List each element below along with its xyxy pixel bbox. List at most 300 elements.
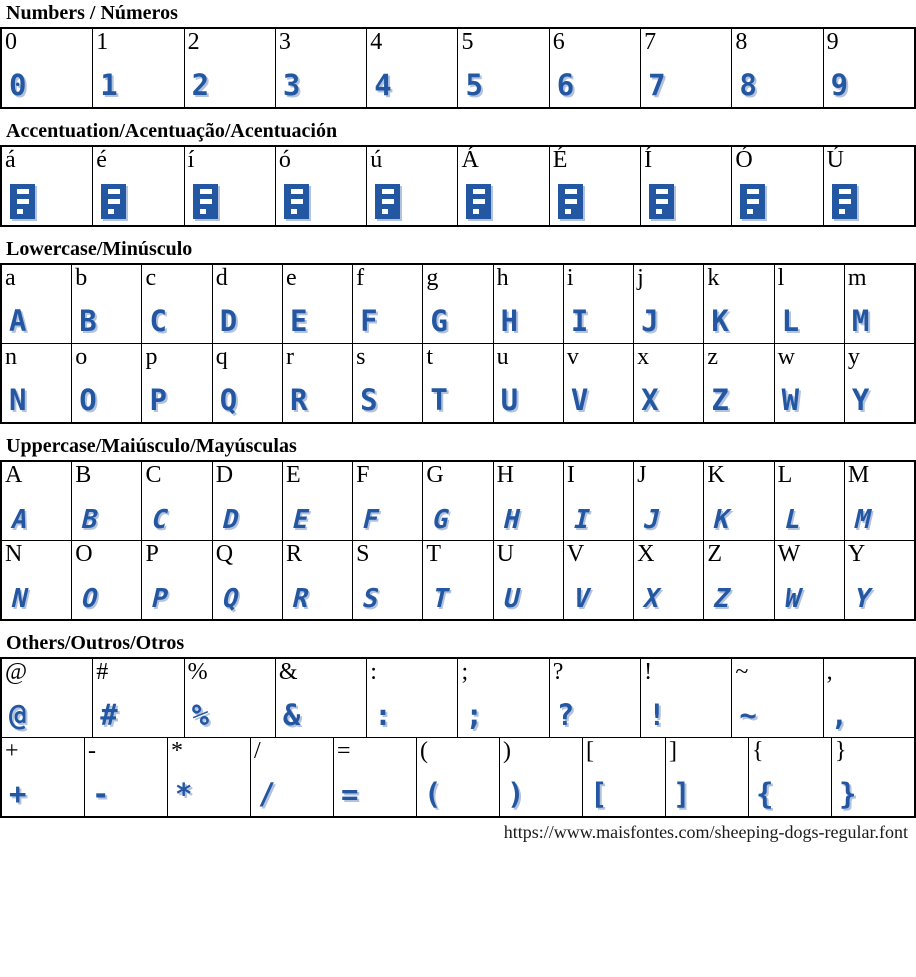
char-label: É <box>552 147 568 173</box>
char-glyph: D <box>219 304 237 338</box>
char-cell <box>417 738 500 816</box>
char-cell <box>72 462 142 540</box>
char-label: 9 <box>826 29 839 55</box>
char-label: F <box>356 462 370 488</box>
char-glyph: B <box>78 505 101 535</box>
char-glyph: N <box>8 584 31 614</box>
char-label: á <box>5 147 16 173</box>
char-glyph: U <box>500 383 518 417</box>
char-label: 6 <box>552 29 565 55</box>
char-cell <box>583 738 666 816</box>
char-label: ú <box>370 147 383 173</box>
section-accentuation <box>0 120 916 227</box>
char-glyph: & <box>282 698 300 732</box>
char-label: w <box>777 344 795 370</box>
char-label: m <box>847 265 867 291</box>
char-label: A <box>5 462 23 488</box>
char-glyph: R <box>289 584 312 614</box>
char-glyph: G <box>429 505 452 535</box>
char-cell <box>367 147 458 225</box>
char-glyph: T <box>430 383 447 417</box>
char-label: O <box>75 541 93 567</box>
char-label: K <box>707 462 725 488</box>
char-glyph: * <box>175 777 192 811</box>
char-label: z <box>707 344 718 370</box>
char-glyph: L <box>781 304 799 338</box>
char-glyph: M <box>851 304 869 338</box>
char-cell <box>732 147 823 225</box>
char-glyph: X <box>640 584 663 614</box>
char-cell <box>832 738 914 816</box>
char-cell <box>845 265 914 343</box>
char-cell <box>142 344 212 422</box>
char-glyph: Z <box>710 584 733 614</box>
char-cell <box>666 738 749 816</box>
char-label: 4 <box>370 29 383 55</box>
char-label: / <box>254 738 261 764</box>
glyph-row <box>2 540 914 619</box>
char-label: J <box>637 462 647 488</box>
char-cell <box>2 738 85 816</box>
char-label: B <box>75 462 92 488</box>
char-cell <box>283 265 353 343</box>
glyph-row <box>2 29 914 107</box>
char-cell <box>564 541 634 619</box>
notdef-glyph <box>466 184 491 219</box>
char-glyph: 9 <box>830 68 848 102</box>
glyph-table-others <box>0 657 916 818</box>
char-label: Á <box>461 147 479 173</box>
notdef-glyph <box>832 184 857 219</box>
char-cell <box>704 265 774 343</box>
char-cell <box>494 462 564 540</box>
char-cell <box>458 29 549 107</box>
char-label: ; <box>461 659 469 685</box>
char-label: é <box>96 147 107 173</box>
char-glyph: C <box>149 505 171 535</box>
char-label: % <box>187 659 208 685</box>
glyph-table-uppercase <box>0 460 916 621</box>
char-label: Í <box>644 147 653 173</box>
glyph-row <box>2 659 914 737</box>
char-cell <box>353 541 423 619</box>
char-cell <box>641 659 732 737</box>
char-cell <box>704 462 774 540</box>
char-glyph: 1 <box>100 68 117 102</box>
char-label: - <box>88 738 96 764</box>
char-glyph: H <box>500 505 522 535</box>
char-label: 3 <box>278 29 291 55</box>
char-cell <box>276 147 367 225</box>
char-label: R <box>285 541 302 567</box>
char-glyph: E <box>289 505 312 535</box>
glyph-row <box>2 147 914 225</box>
char-label: 1 <box>96 29 109 55</box>
char-label: 5 <box>461 29 474 55</box>
char-glyph: A <box>8 505 31 535</box>
char-cell <box>283 462 353 540</box>
notdef-glyph <box>375 184 400 219</box>
section-lowercase <box>0 238 916 424</box>
char-cell <box>775 265 845 343</box>
char-cell <box>824 147 914 225</box>
char-cell <box>564 462 634 540</box>
char-label: o <box>75 344 88 370</box>
char-label: H <box>496 462 514 488</box>
char-label: Y <box>847 541 866 567</box>
char-label: 8 <box>735 29 748 55</box>
char-label: ! <box>644 659 653 685</box>
char-glyph: % <box>191 698 209 732</box>
char-cell <box>564 344 634 422</box>
char-label: q <box>215 344 228 370</box>
char-cell <box>2 541 72 619</box>
char-cell <box>213 265 283 343</box>
char-cell <box>732 29 823 107</box>
char-label: M <box>847 462 870 488</box>
char-cell <box>168 738 251 816</box>
char-cell <box>494 265 564 343</box>
char-glyph: Z <box>711 383 728 417</box>
char-label: v <box>566 344 579 370</box>
char-label: Ó <box>735 147 753 173</box>
char-glyph: X <box>641 383 658 417</box>
char-label: ] <box>669 738 677 764</box>
glyph-table-accentuation <box>0 145 916 227</box>
char-glyph: 7 <box>648 68 665 102</box>
char-label: = <box>337 738 351 764</box>
char-cell <box>423 265 493 343</box>
char-label: X <box>637 541 655 567</box>
char-cell <box>283 344 353 422</box>
char-label: x <box>637 344 650 370</box>
char-cell <box>213 344 283 422</box>
char-cell <box>72 344 142 422</box>
char-cell <box>704 541 774 619</box>
char-glyph: B <box>79 304 96 338</box>
glyph-row <box>2 265 914 343</box>
char-glyph: S <box>359 584 382 614</box>
section-others <box>0 632 916 818</box>
char-label: j <box>637 265 644 291</box>
char-label: V <box>566 541 585 567</box>
char-label: # <box>96 659 109 685</box>
char-glyph: / <box>258 777 275 811</box>
char-label: N <box>5 541 23 567</box>
char-cell <box>367 29 458 107</box>
char-cell <box>550 659 641 737</box>
char-cell <box>353 462 423 540</box>
char-glyph: P <box>149 383 166 417</box>
section-title-uppercase: Uppercase/Maiúsculo/Mayúsculas <box>6 435 297 457</box>
char-glyph: V <box>570 383 588 417</box>
section-title-numbers: Numbers / Números <box>6 2 178 24</box>
char-label: y <box>847 344 860 370</box>
char-glyph: S <box>360 383 377 417</box>
char-cell <box>213 541 283 619</box>
char-cell <box>251 738 334 816</box>
char-label: g <box>426 265 439 291</box>
char-cell <box>142 462 212 540</box>
char-cell <box>423 344 493 422</box>
char-cell <box>2 659 93 737</box>
char-label: ~ <box>735 659 749 685</box>
char-glyph: ; <box>465 698 482 732</box>
char-cell <box>704 344 774 422</box>
char-label: { <box>752 738 764 764</box>
char-glyph: @ <box>9 698 26 732</box>
char-glyph: D <box>219 505 241 535</box>
char-glyph: Q <box>219 383 237 417</box>
char-label: l <box>777 265 785 291</box>
char-glyph: 8 <box>739 68 756 102</box>
char-cell <box>353 344 423 422</box>
char-glyph: L <box>781 505 803 535</box>
char-glyph: V <box>570 584 592 614</box>
char-glyph: O <box>79 383 96 417</box>
char-label: U <box>496 541 514 567</box>
char-glyph: N <box>9 383 26 417</box>
glyph-table-lowercase <box>0 263 916 424</box>
char-glyph: Y <box>851 383 869 417</box>
char-cell <box>500 738 583 816</box>
char-glyph: 4 <box>374 68 391 102</box>
char-label: ) <box>503 738 511 764</box>
char-label: G <box>426 462 444 488</box>
char-glyph: K <box>710 505 733 535</box>
notdef-glyph <box>284 184 309 219</box>
char-cell <box>2 29 93 107</box>
char-glyph: W <box>781 584 803 614</box>
char-label: Ú <box>826 147 845 173</box>
char-glyph: ! <box>648 698 665 732</box>
char-cell <box>641 147 732 225</box>
char-glyph: I <box>570 505 592 535</box>
char-label: + <box>5 738 19 764</box>
char-glyph: ? <box>556 698 574 732</box>
char-cell <box>2 265 72 343</box>
char-glyph: P <box>149 584 171 614</box>
char-label: t <box>426 344 434 370</box>
char-label: e <box>285 265 297 291</box>
glyph-table-numbers <box>0 27 916 109</box>
notdef-glyph <box>740 184 765 219</box>
char-label: [ <box>586 738 594 764</box>
char-glyph: Q <box>219 584 241 614</box>
section-title-others: Others/Outros/Otros <box>6 632 185 654</box>
char-cell <box>550 147 641 225</box>
char-cell <box>494 344 564 422</box>
char-cell <box>353 265 423 343</box>
char-glyph: [ <box>590 777 607 811</box>
char-label: Q <box>215 541 234 567</box>
char-label: I <box>566 462 575 488</box>
char-label: , <box>826 659 833 685</box>
char-cell <box>634 265 704 343</box>
char-label: * <box>171 738 183 764</box>
char-label: D <box>215 462 234 488</box>
char-glyph: ~ <box>739 698 756 732</box>
notdef-glyph <box>10 184 35 219</box>
char-label: L <box>777 462 793 488</box>
char-label: a <box>5 265 16 291</box>
char-label: 0 <box>5 29 17 55</box>
char-label: C <box>145 462 162 488</box>
char-glyph: 3 <box>282 68 300 102</box>
char-cell <box>423 541 493 619</box>
char-glyph: Y <box>851 584 873 614</box>
char-cell <box>213 462 283 540</box>
char-cell <box>458 659 549 737</box>
char-label: d <box>215 265 228 291</box>
char-cell <box>185 659 276 737</box>
section-uppercase <box>0 435 916 621</box>
char-cell <box>845 541 914 619</box>
char-label: s <box>356 344 366 370</box>
char-cell <box>276 29 367 107</box>
char-cell <box>824 659 914 737</box>
char-glyph: # <box>100 698 117 732</box>
char-cell <box>423 462 493 540</box>
char-cell <box>749 738 832 816</box>
char-cell <box>564 265 634 343</box>
char-cell <box>93 659 184 737</box>
char-label: i <box>566 265 574 291</box>
glyph-row <box>2 343 914 422</box>
char-label: & <box>278 659 298 685</box>
char-cell <box>367 659 458 737</box>
char-label: E <box>285 462 301 488</box>
char-glyph: I <box>570 304 588 338</box>
char-cell <box>775 344 845 422</box>
char-glyph: W <box>781 383 799 417</box>
char-cell <box>2 344 72 422</box>
char-glyph: T <box>429 584 452 614</box>
char-cell <box>276 659 367 737</box>
section-title-accentuation: Accentuation/Acentuação/Acentuación <box>6 120 338 142</box>
char-glyph: ) <box>507 777 524 811</box>
char-label: T <box>426 541 442 567</box>
char-cell <box>85 738 168 816</box>
char-label: ? <box>552 659 564 685</box>
char-glyph: ( <box>424 777 441 811</box>
char-cell <box>824 29 914 107</box>
char-cell <box>634 462 704 540</box>
char-glyph: O <box>78 584 101 614</box>
glyph-row <box>2 462 914 540</box>
char-glyph: 6 <box>556 68 574 102</box>
char-glyph: + <box>9 777 26 811</box>
char-label: P <box>145 541 159 567</box>
char-glyph: K <box>711 304 728 338</box>
char-glyph: { <box>756 777 773 811</box>
char-cell <box>283 541 353 619</box>
char-label: c <box>145 265 157 291</box>
char-label: k <box>707 265 720 291</box>
char-cell <box>72 541 142 619</box>
notdef-glyph <box>193 184 218 219</box>
char-glyph: 2 <box>191 68 209 102</box>
char-glyph: H <box>500 304 518 338</box>
char-glyph: A <box>9 304 26 338</box>
char-cell <box>775 541 845 619</box>
char-label: b <box>75 265 88 291</box>
footer-url: https://www.maisfontes.com/sheeping-dogs-regular.font <box>503 822 908 842</box>
section-title-lowercase: Lowercase/Minúsculo <box>6 238 193 260</box>
char-label: r <box>285 344 294 370</box>
char-cell <box>2 147 93 225</box>
section-numbers <box>0 2 916 109</box>
char-cell <box>775 462 845 540</box>
char-label: } <box>835 738 847 764</box>
char-label: u <box>496 344 509 370</box>
char-cell <box>72 265 142 343</box>
char-label: f <box>356 265 365 291</box>
char-label: @ <box>5 659 28 685</box>
char-cell <box>641 29 732 107</box>
char-label: Z <box>707 541 723 567</box>
char-glyph: , <box>830 698 848 732</box>
char-label: ( <box>420 738 428 764</box>
char-glyph: ] <box>673 777 690 811</box>
char-cell <box>550 29 641 107</box>
char-glyph: J <box>640 505 663 535</box>
char-label: S <box>356 541 370 567</box>
char-cell <box>185 147 276 225</box>
char-glyph: - <box>92 777 109 811</box>
char-cell <box>142 541 212 619</box>
char-glyph: F <box>359 505 382 535</box>
char-glyph: = <box>341 777 358 811</box>
char-cell <box>458 147 549 225</box>
char-glyph: M <box>851 505 873 535</box>
char-label: h <box>496 265 509 291</box>
char-cell <box>93 29 184 107</box>
char-cell <box>845 344 914 422</box>
char-glyph: J <box>641 304 658 338</box>
char-glyph: C <box>149 304 166 338</box>
char-label: W <box>777 541 801 567</box>
char-cell <box>845 462 914 540</box>
char-glyph: 0 <box>9 68 26 102</box>
char-glyph: 5 <box>465 68 482 102</box>
char-label: : <box>370 659 377 685</box>
char-label: n <box>5 344 17 370</box>
notdef-glyph <box>101 184 126 219</box>
notdef-glyph <box>558 184 583 219</box>
char-cell <box>494 541 564 619</box>
char-cell <box>2 462 72 540</box>
notdef-glyph <box>649 184 674 219</box>
char-label: p <box>145 344 158 370</box>
char-glyph: E <box>289 304 307 338</box>
char-glyph: U <box>500 584 522 614</box>
char-label: í <box>187 147 195 173</box>
char-cell <box>93 147 184 225</box>
char-cell <box>334 738 417 816</box>
glyph-row <box>2 737 914 816</box>
char-cell <box>185 29 276 107</box>
char-cell <box>142 265 212 343</box>
char-glyph: R <box>289 383 307 417</box>
char-glyph: } <box>839 777 856 811</box>
char-label: 2 <box>187 29 200 55</box>
char-glyph: F <box>360 304 377 338</box>
char-cell <box>634 541 704 619</box>
char-cell <box>634 344 704 422</box>
char-label: ó <box>278 147 291 173</box>
char-label: 7 <box>644 29 657 55</box>
